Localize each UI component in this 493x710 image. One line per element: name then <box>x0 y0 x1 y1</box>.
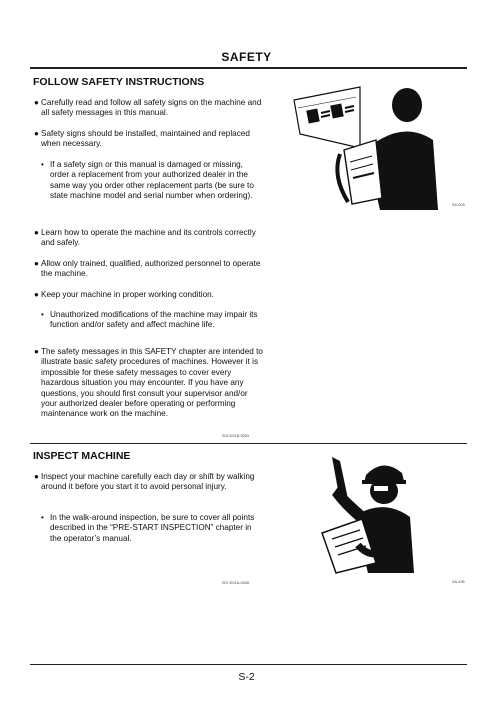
bullet-marker: ● <box>34 228 39 237</box>
inspect-section-code: S07-E01A-0435 <box>222 581 250 585</box>
follow-bullet-5: Keep your machine in proper working condition. <box>41 290 214 299</box>
sub-bullet-marker: • <box>41 513 44 522</box>
follow-bullet-2: Safety signs should be installed, maintained and replaced when necessary. <box>41 129 250 149</box>
follow-sub-1: If a safety sign or this manual is damaged or missing, order a replacement from your authorized dealer in the same way you order other replacement parts (be sure to state machine model and serial number when ordering). <box>50 160 254 201</box>
page-title: SAFETY <box>221 50 272 64</box>
bullet-marker: ● <box>34 347 39 356</box>
section-title-follow: FOLLOW SAFETY INSTRUCTIONS <box>33 76 205 88</box>
follow-sub-2: Unauthorized modifications of the machine may impair its function and/or safety and affect machine life. <box>50 310 258 330</box>
bullet-marker: ● <box>34 259 39 268</box>
worker-with-clipboard-icon <box>318 455 418 575</box>
bullet-marker: ● <box>34 98 39 107</box>
section-title-inspect: INSPECT MACHINE <box>33 450 131 462</box>
worker-reading-manual-icon <box>288 80 448 212</box>
follow-bullet-4: Allow only trained, qualified, authorized personnel to operate the machine. <box>41 259 261 279</box>
follow-bullet-6: The safety messages in this SAFETY chapter are intended to illustrate basic safety procedures of machines. However it is impossible for these safety messages to cover every hazardous situation you may encounter. If you have any questions, you should first consult your supervisor and/or your authorized dealer before operating or performing maintenance work on the machine. <box>41 347 263 419</box>
follow-section-code: S02-E01B-0003 <box>222 434 250 438</box>
bullet-marker: ● <box>34 290 39 299</box>
inspect-bullet-1: Inspect your machine carefully each day or shift by walking around it before you start it to avoid personal injury. <box>41 472 255 492</box>
header-rule <box>30 67 467 69</box>
inspect-figure-code: SA-435 <box>452 580 465 584</box>
inspect-sub-1: In the walk-around inspection, be sure to cover all points described in the “PRE-START INSPECTION” chapter in the operator’s manual. <box>50 513 255 543</box>
bullet-marker: ● <box>34 472 39 481</box>
bullet-marker: ● <box>34 129 39 138</box>
follow-bullet-1: Carefully read and follow all safety signs on the machine and all safety messages in this manual. <box>41 98 262 118</box>
sub-bullet-marker: • <box>41 160 44 169</box>
footer-rule <box>30 664 467 665</box>
follow-bullet-3: Learn how to operate the machine and its controls correctly and safely. <box>41 228 256 248</box>
page-number: S-2 <box>238 671 255 683</box>
follow-figure-code: SA-003 <box>452 203 465 207</box>
section-divider <box>30 443 467 444</box>
sub-bullet-marker: • <box>41 310 44 319</box>
